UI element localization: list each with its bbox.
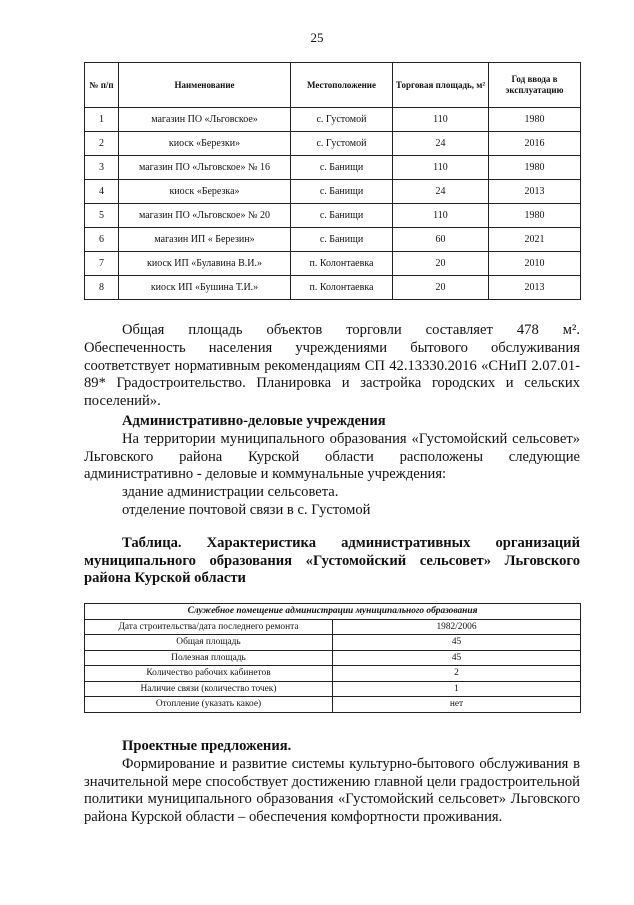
cell: 3 (85, 156, 119, 180)
col-number-header: № п/п (85, 63, 119, 108)
col-year-header: Год ввода в эксплуатацию (489, 63, 581, 108)
cell: 1 (85, 108, 119, 132)
cell: киоск ИП «Булавина В.И.» (119, 252, 291, 276)
table-caption: Таблица. Характеристика административных организаций муниципального образования «Густомойский сельсовет» Льговского района Курской области (84, 535, 580, 586)
cell: 4 (85, 180, 119, 204)
cell: нет (333, 697, 581, 713)
table-row (85, 650, 581, 666)
table-header-row (85, 604, 581, 620)
cell: 1982/2006 (333, 619, 581, 635)
table-row (85, 619, 581, 635)
table-row (85, 204, 581, 228)
table-row (85, 228, 581, 252)
list-item: отделение почтовой связи в с. Густомой (122, 502, 371, 518)
cell: 2 (85, 132, 119, 156)
cell: с. Густомой (291, 108, 393, 132)
total-area-line: Общая площадь объектов торговли составляет 478 м². (122, 322, 580, 338)
page-number: 25 (310, 30, 324, 45)
cell: киоск ИП «Бушина Т.И.» (119, 276, 291, 300)
cell: с. Банищи (291, 156, 393, 180)
cell: 45 (333, 650, 581, 666)
admin-heading: Административно-деловые учреждения (122, 413, 386, 429)
cell: киоск «Березки» (119, 132, 291, 156)
cell: Дата строительства/дата последнего ремонта (85, 619, 333, 635)
cell: 2 (333, 666, 581, 682)
table-row (85, 697, 581, 713)
table-row (85, 156, 581, 180)
cell: с. Густомой (291, 132, 393, 156)
cell: с. Банищи (291, 204, 393, 228)
cell: 2010 (489, 252, 581, 276)
cell: 1980 (489, 156, 581, 180)
cell: Наличие связи (количество точек) (85, 681, 333, 697)
cell: киоск «Березка» (119, 180, 291, 204)
cell: 110 (393, 156, 489, 180)
cell: магазин ПО «Льговское» № 16 (119, 156, 291, 180)
trade-objects-table (84, 62, 581, 300)
list-item: здание администрации сельсовета. (122, 484, 339, 500)
premises-header: Служебное помещение администрации муниципального образования (85, 604, 581, 620)
proposals-paragraph: Формирование и развитие системы культурно-бытового обслуживания в значительной мере способствует достижению главной цели градостроительной политики муниципального образования «Густомойский сельсовет» Льговского района Курской области – обеспечения комфортности проживания. (84, 756, 580, 825)
table-row (85, 666, 581, 682)
cell: с. Банищи (291, 228, 393, 252)
admin-premises-table (84, 603, 581, 713)
cell: 6 (85, 228, 119, 252)
services-paragraph: Обеспеченность населения учреждениями бытового обслуживания соответствует нормативным рекомендациям СП 42.13330.2016 «СНиП 2.07.01-89* Градостроительство. Планировка и застройка городских и сельских поселений». (84, 340, 580, 409)
cell: п. Колонтаевка (291, 276, 393, 300)
cell: 20 (393, 276, 489, 300)
cell: п. Колонтаевка (291, 252, 393, 276)
cell: 60 (393, 228, 489, 252)
admin-paragraph: На территории муниципального образования «Густомойский сельсовет» Льговского района Курской области расположены следующие административно - деловые и коммунальные учреждения: (84, 431, 580, 482)
cell: 110 (393, 108, 489, 132)
cell: 1980 (489, 108, 581, 132)
table-row (85, 108, 581, 132)
cell: Отопление (указать какое) (85, 697, 333, 713)
col-location-header: Местоположение (291, 63, 393, 108)
cell: 24 (393, 132, 489, 156)
cell: 20 (393, 252, 489, 276)
table-row (85, 132, 581, 156)
cell: магазин ПО «Льговское» № 20 (119, 204, 291, 228)
proposals-heading: Проектные предложения. (122, 738, 292, 754)
table-row (85, 681, 581, 697)
table-row (85, 180, 581, 204)
table-row (85, 252, 581, 276)
cell: магазин ПО «Льговское» (119, 108, 291, 132)
table-row (85, 635, 581, 651)
cell: 5 (85, 204, 119, 228)
cell: Полезная площадь (85, 650, 333, 666)
cell: 2013 (489, 180, 581, 204)
cell: 7 (85, 252, 119, 276)
cell: 2013 (489, 276, 581, 300)
cell: 1 (333, 681, 581, 697)
cell: Количество рабочих кабинетов (85, 666, 333, 682)
cell: 45 (333, 635, 581, 651)
cell: 24 (393, 180, 489, 204)
cell: 2016 (489, 132, 581, 156)
cell: 110 (393, 204, 489, 228)
cell: магазин ИП « Березин» (119, 228, 291, 252)
table-row (85, 276, 581, 300)
col-name-header: Наименование (119, 63, 291, 108)
table-header-row (85, 63, 581, 108)
cell: 1980 (489, 204, 581, 228)
cell: с. Банищи (291, 180, 393, 204)
cell: 8 (85, 276, 119, 300)
col-area-header: Торговая площадь, м² (393, 63, 489, 108)
cell: 2021 (489, 228, 581, 252)
cell: Общая площадь (85, 635, 333, 651)
